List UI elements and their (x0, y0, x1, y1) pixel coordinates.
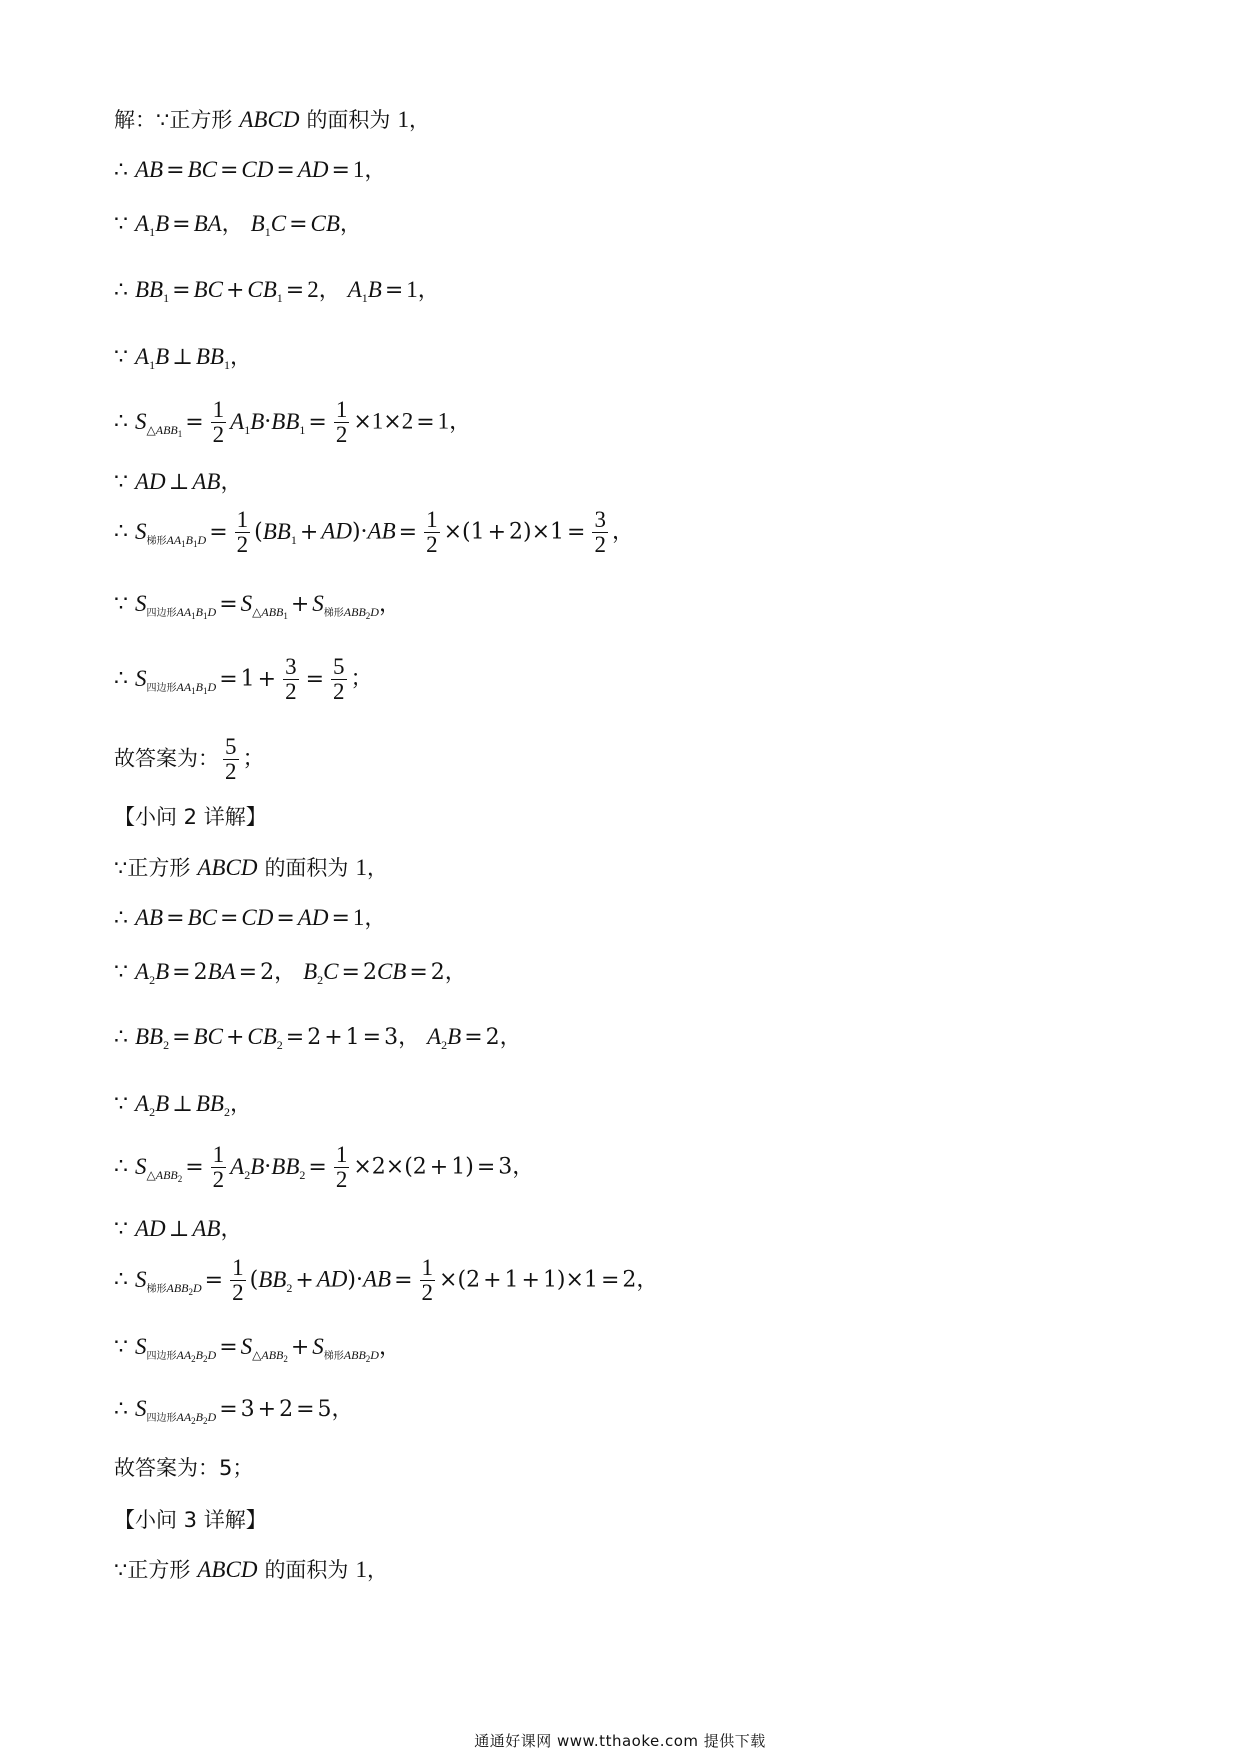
solution-line-22: ∴ $S_{四边形AA_2B_2D} = 3 + 2 = 5$， (114, 1396, 354, 1426)
solution-line-5: ∵ $A_1B$ ⊥ $BB_1$， (114, 344, 252, 372)
solution-line-11: 故答案为： $\frac{5}{2}$ ； (114, 734, 265, 785)
solution-line-2: ∴ AB = BC = CD = AD = 1， (114, 157, 387, 183)
solution-line-1: 解：∵正方形 ABCD 的面积为 1， (114, 107, 430, 132)
solution-line-14: ∴ AB = BC = CD = AD = 1， (114, 905, 387, 931)
solution-line-17: ∵ $A_2B$ ⊥ $BB_2$， (114, 1091, 252, 1119)
solution-line-15: ∵ $A_2B = 2BA = 2$， $B_2C = 2CB = 2$， (114, 959, 467, 987)
solution-line-7: ∵ AD ⊥ AB， (114, 469, 243, 495)
solution-line-4: ∴ $BB_1$ = BC + $CB_1 = 2$， $A_1B = 1$， (114, 277, 440, 305)
section-heading-q3: 【小问 3 详解】 (114, 1508, 267, 1532)
solution-line-20: ∴ $S_{梯形ABB_2D}$ = $\frac{1}{2}$ $(BB_2 + AD)\cdot AB$ = $\frac{1}{2}$ ×(2 + 1 + 1)×1 = 2， (114, 1255, 659, 1306)
solution-line-21: ∵ $S_{四边形AA_2B_2D} = S_{\triangle ABB_2} + S_{梯形ABB_2D}$， (114, 1334, 401, 1364)
page-footer: 通通好课网 www.tthaoke.com 提供下载 (474, 1732, 766, 1750)
solution-line-23: 故答案为：5； (114, 1456, 254, 1480)
section-heading-q2: 【小问 2 详解】 (114, 805, 267, 829)
solution-line-3: ∵ $A_1B$ = BA， $B_1C$ = CB， (114, 211, 362, 239)
solution-line-16: ∴ $BB_2$ = BC + $CB_2 = 2 + 1 = 3$， $A_2B = 2$， (114, 1024, 522, 1052)
solution-line-9: ∵ $S_{四边形AA_1B_1D} = S_{\triangle ABB_1} + S_{梯形ABB_2D}$， (114, 591, 401, 621)
solution-line-25: ∵正方形 ABCD 的面积为 1， (114, 1557, 388, 1582)
solution-line-6: ∴ $S_{\triangle ABB_1}$ = $\frac{1}{2}$ $A_1B\cdot BB_1$ = $\frac{1}{2}$ ×1×2 = 1， (114, 397, 472, 448)
solution-line-8: ∴ $S_{梯形AA_1B_1D}$ = $\frac{1}{2}$ $(BB_1 + AD)\cdot AB$ = $\frac{1}{2}$ ×(1 + 2)×1 = $\frac{3}{2}$ ， (114, 507, 634, 558)
solution-line-18: ∴ $S_{\triangle ABB_2}$ = $\frac{1}{2}$ $A_2B\cdot BB_2$ = $\frac{1}{2}$ ×2×(2 + 1) = 3， (114, 1142, 535, 1193)
solution-line-19: ∵ AD ⊥ AB， (114, 1216, 243, 1242)
solution-line-13: ∵正方形 ABCD 的面积为 1， (114, 855, 388, 880)
solution-line-10: ∴ $S_{四边形AA_1B_1D} = 1$ + $\frac{3}{2}$ = $\frac{5}{2}$ ； (114, 654, 373, 705)
